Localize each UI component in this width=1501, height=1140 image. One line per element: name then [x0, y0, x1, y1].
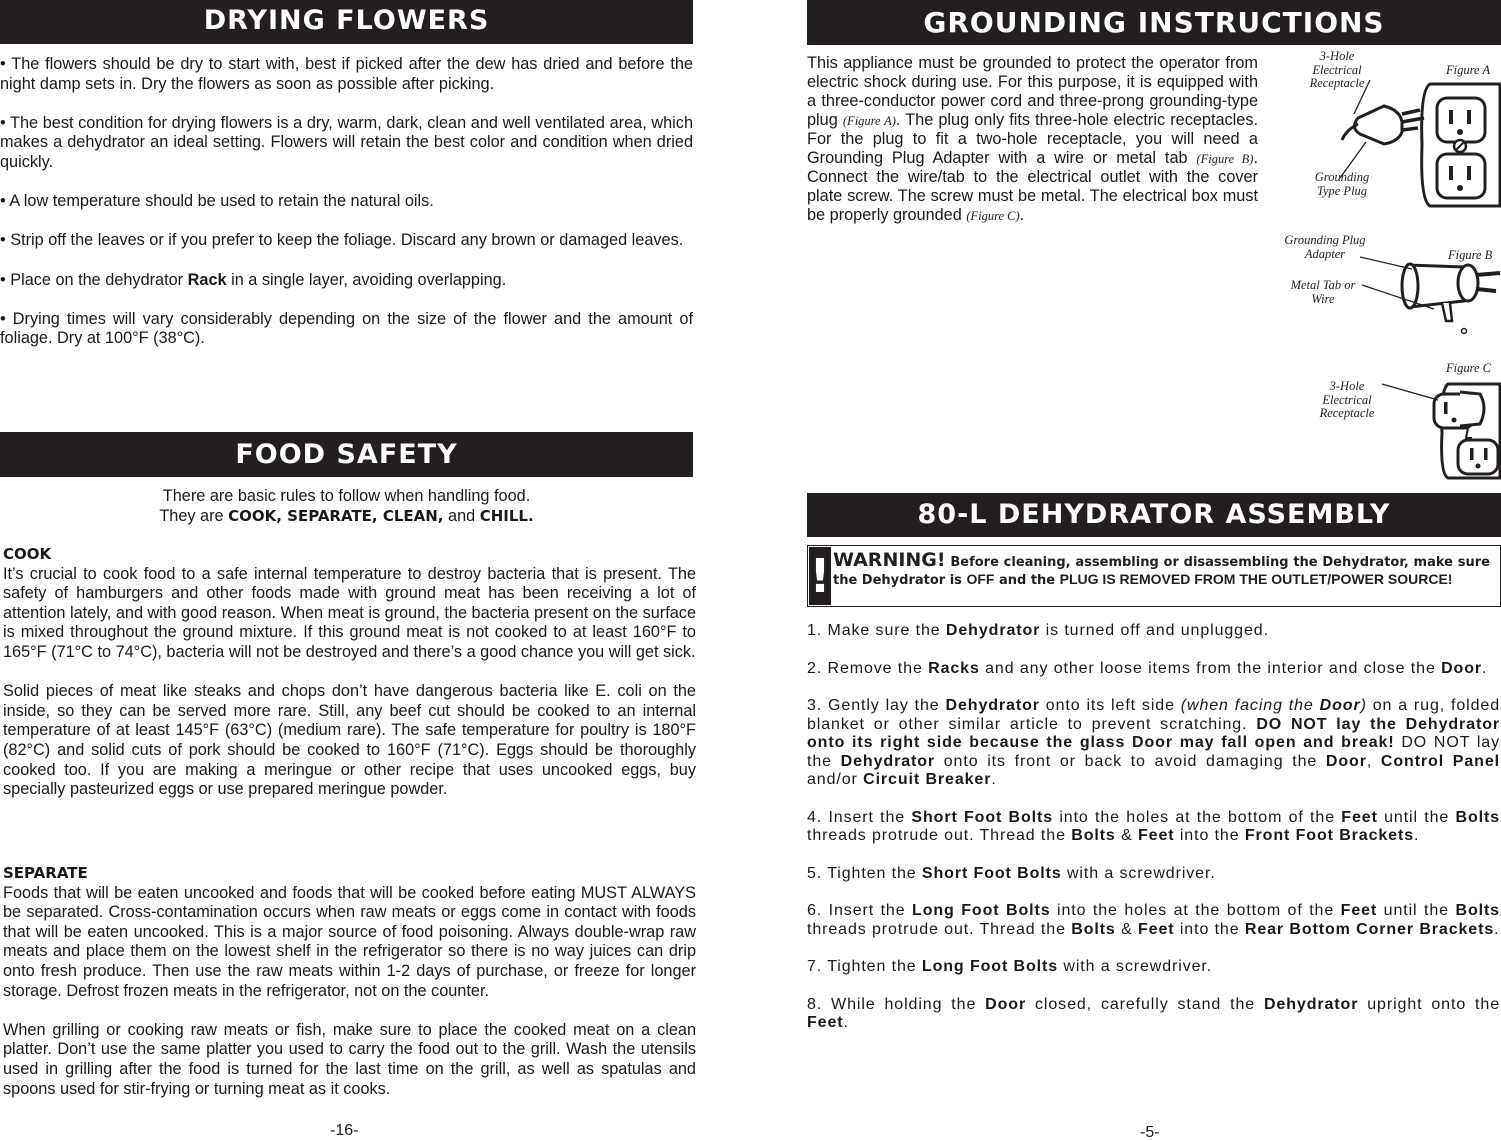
cook-paragraph: It’s crucial to cook food to a safe internal temperature to destroy bacteria that is present. The safety of hamburgers and other foods made with ground meat has been receiving a lot of attention lately, and with good reason. When meat is ground, the bacteria present on the surface is mixed throughout the ground mixture. If this ground meat is not cooked to at least 160°F to 165°F (71°C to 74°C), bacteria will not be destroyed and there’s a good chance you will get sick.	[3, 564, 696, 661]
cook-paragraph: Solid pieces of meat like steaks and chops don’t have dangerous bacteria like E. coli on the inside, so they can be served more rare. Still, any beef cut should be cooked to an internal temperature of at least 145°F (63°C) (medium rare). The safe temperature for poultry is 180°F (82°C) and solid cuts of pork should be cooked to 160°F (71°C). Eggs should be thoroughly cooked too. If you are making a meringue or other recipe that uses uncooked eggs, buy specially pasteurized eggs or use prepared meringue powder.	[3, 682, 696, 799]
drying-bullet-rack: • Place on the dehydrator Rack in a single layer, avoiding overlapping.	[0, 270, 507, 289]
separate-section	[3, 864, 696, 1099]
drying-flowers-text	[0, 55, 693, 349]
drying-bullet: • The flowers should be dry to start with, best if picked after the dew has dried and before the night damp sets in. Dry the flowers as soon as possible after picking.	[0, 55, 693, 93]
figure-c-title: Figure C	[1446, 361, 1492, 375]
figure-a-title: Figure A	[1446, 63, 1491, 77]
drying-bullet: • Strip off the leaves or if you prefer to keep the foliage. Discard any brown or damaged leaves.	[0, 231, 684, 250]
separate-heading: SEPARATE	[3, 864, 88, 882]
separate-paragraph: Foods that will be eaten uncooked and foods that will be cooked before eating MUST ALWAYS be separated. Cross-contamination occurs when raw meats or eggs come in contact with foods that will be eaten uncooked. This is a major source of food poisoning. Always double-wrap raw meats and place them on the lowest shelf in the refrigerator so there is no way juices can drip onto fresh produce. Then use the raw meats within 1-2 days of purchase, or freeze for longer storage. Defrost frozen meats in the refrigerator, not on the counter.	[3, 883, 696, 1000]
outlet-top	[1437, 98, 1485, 142]
step-1: 1. Make sure the Dehydrator is turned off and unplugged.	[807, 622, 1269, 639]
figure-c-receptacle-label: 3-Hole Electrical Receptacle	[1319, 379, 1375, 420]
plug-body	[1354, 106, 1402, 144]
cook-section	[3, 545, 696, 800]
figure-a-plug-label: Grounding Type Plug	[1314, 170, 1370, 198]
drying-bullet: • A low temperature should be used to retain the natural oils.	[0, 192, 434, 211]
intro-line-1: There are basic rules to follow when handling food.	[162, 487, 531, 505]
food-safety-banner: FOOD SAFETY	[0, 432, 693, 477]
step-4: 4. Insert the Short Foot Bolts into the holes at the bottom of the Feet until the Bolts threads protrude out. Thread the Bolts & Feet into the Front Foot Brackets.	[807, 808, 1500, 844]
warning-text: WARNING! Before cleaning, assembling or disassembling the Dehydrator, make sure the Dehydrator is OFF and the PLUG IS REMOVED FROM THE OUTLET/POWER SOURCE!	[833, 549, 1490, 588]
outlet-bottom	[1437, 154, 1485, 198]
page-number-right: -5-	[1140, 1124, 1160, 1140]
exclamation-icon: !	[809, 549, 831, 603]
warning-label: WARNING!	[833, 549, 946, 571]
page-number-left: -16-	[330, 1122, 359, 1139]
figure-b-adapter-label: Grounding Plug Adapter	[1284, 233, 1366, 261]
figure-a-ref: (Figure A)	[842, 114, 896, 128]
step-7: 7. Tighten the Long Foot Bolts with a screwdriver.	[807, 958, 1213, 975]
step-8: 8. While holding the Door closed, carefully stand the Dehydrator upright onto the Feet.	[807, 995, 1500, 1031]
drying-bullet: • The best condition for drying flowers is a dry, warm, dark, clean and well ventilated area, which makes a dehydrator an ideal setting. Flowers will retain the best color and condition when dried quickly.	[0, 113, 693, 171]
metal-tab	[1442, 303, 1452, 321]
adapter-c-body	[1460, 392, 1484, 426]
cook-heading: COOK	[3, 545, 52, 563]
drying-bullet: • Drying times will vary considerably depending on the size of the flower and the amount of foliage. Dry at 100°F (38°C).	[0, 309, 693, 348]
step-3: 3. Gently lay the Dehydrator onto its left side (when facing the Door) on a rug, folded blanket or other similar article to prevent scratching. DO NOT lay the Dehydrator onto its right side because the glass Door may fall open and break! DO NOT lay the Dehydrator onto its front or back to avoid damaging the Door, Control Panel and/or Circuit Breaker.	[807, 697, 1501, 788]
assembly-banner: 80-L DEHYDRATOR ASSEMBLY	[807, 493, 1501, 537]
figure-a-receptacle-label: 3-Hole Electrical Receptacle	[1309, 49, 1365, 90]
figure-b-diagram	[1360, 245, 1501, 335]
step-2: 2. Remove the Racks and any other loose items from the interior and close the Door.	[807, 659, 1488, 677]
step-6: 6. Insert the Long Foot Bolts into the holes at the bottom of the Feet until the Bolts threads protrude out. Thread the Bolts & Feet into the Rear Bottom Corner Brackets.	[807, 902, 1500, 938]
separate-paragraph: When grilling or cooking raw meats or fish, make sure to place the cooked meat on a clean platter. Don’t use the same platter you used to carry the food out to the grill. Wash the utensils used in grilling after the food is turned for the last time on the grill, as well as spatulas and spoons used for stir-frying or turning meat as it cooks.	[3, 1020, 696, 1098]
intro-line-2: They are COOK, SEPARATE, CLEAN, and CHILL.	[159, 506, 534, 525]
drying-flowers-banner: DRYING FLOWERS	[0, 0, 693, 44]
figure-b-ref: (Figure B)	[1196, 152, 1254, 166]
figure-b-tab-label: Metal Tab or Wire	[1290, 278, 1356, 306]
assembly-steps	[807, 622, 1500, 1052]
figure-b-title: Figure B	[1448, 248, 1493, 262]
figure-c-diagram	[1380, 378, 1501, 480]
warning-box	[807, 545, 1501, 607]
grounding-instructions-banner: GROUNDING INSTRUCTIONS	[807, 0, 1501, 45]
step-5: 5. Tighten the Short Foot Bolts with a screwdriver.	[807, 864, 1216, 882]
figure-a-diagram	[1340, 70, 1501, 210]
grounding-text: This appliance must be grounded to protect the operator from electric shock during use. For this purpose, it is equipped with a three-conductor power cord and three-prong grounding-type plug (Figure A). The plug only fits three-hole electric receptacles. For the plug to fit a two-hole receptacle, you will need a Grounding Plug Adapter with a wire or metal tab (Figure B). Connect the wire/tab to the electrical outlet with the cover plate screw. The screw must be metal. The electrical box must be properly grounded (Figure C).	[807, 54, 1258, 224]
figure-c-ref: (Figure C)	[966, 209, 1020, 223]
food-safety-intro	[0, 487, 693, 526]
